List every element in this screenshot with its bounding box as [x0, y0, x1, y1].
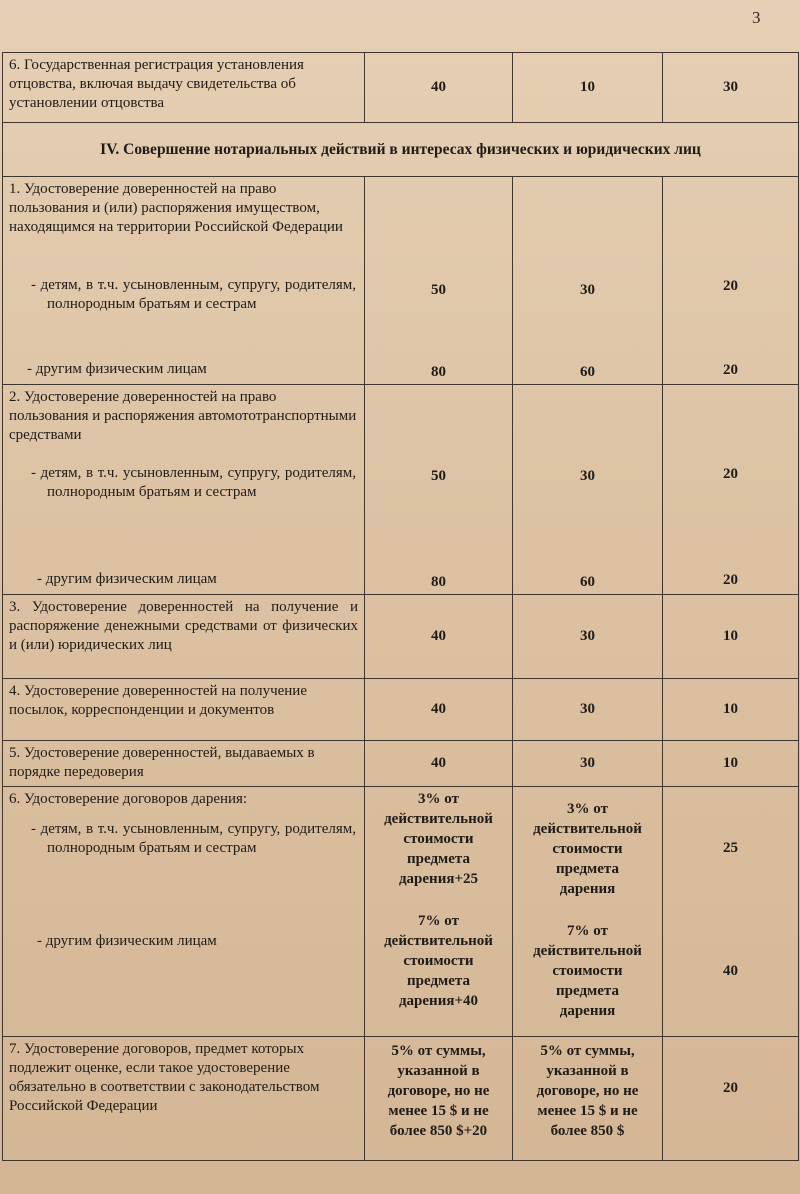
table-row: [3, 787, 799, 1037]
fee-table: [2, 52, 799, 1161]
row-description: [3, 385, 365, 595]
fee-cell: [663, 787, 799, 1037]
fee-cell: [663, 177, 799, 385]
fee-value: 10: [663, 679, 799, 741]
fee-value: 50: [431, 468, 446, 484]
table-row: [3, 741, 799, 787]
section-header-row: [3, 123, 799, 177]
fee-value: 50: [431, 282, 446, 298]
fee-value: 40: [365, 53, 513, 123]
fee-formula: 3% от действительной стоимости предмета дарения: [533, 801, 642, 897]
fee-formula: 3% от действительной стоимости предмета дарения+25: [384, 791, 493, 887]
fee-value: 30: [663, 53, 799, 123]
row-description: [3, 787, 365, 1037]
fee-value: 30: [580, 468, 595, 484]
row-description: [3, 177, 365, 385]
fee-value: 20: [723, 278, 738, 294]
fee-value: 10: [663, 741, 799, 787]
fee-value: 30: [513, 595, 663, 679]
row-description: 4. Удостоверение доверенностей на получение посылок, корреспонденции и документов: [3, 679, 365, 741]
sub-item: - детям, в т.ч. усыновленным, супругу, родителям, полнородным братьям и сестрам: [31, 277, 356, 312]
fee-value: 20: [723, 572, 738, 588]
row-description: 7. Удостоверение договоров, предмет которых подлежит оценке, если такое удостоверение обязательно в соответствии с законодательством Российской Федерации: [3, 1037, 365, 1161]
page-number: 3: [752, 8, 761, 27]
row-description: 3. Удостоверение доверенностей на получение и распоряжение денежными средствами от физических и (или) юридических лиц: [3, 595, 365, 679]
fee-value: 80: [431, 364, 446, 380]
sub-item: - другим физическим лицам: [37, 933, 217, 949]
fee-value: 30: [580, 282, 595, 298]
fee-cell: [663, 385, 799, 595]
fee-cell: [513, 787, 663, 1037]
fee-value: 20: [723, 362, 738, 378]
fee-value: 30: [513, 679, 663, 741]
fee-value: 40: [365, 595, 513, 679]
row-title: 6. Удостоверение договоров дарения:: [9, 791, 248, 807]
fee-value: 40: [365, 741, 513, 787]
fee-value: 30: [513, 741, 663, 787]
fee-value: 40: [365, 679, 513, 741]
fee-value: 20: [723, 466, 738, 482]
sub-item: - другим физическим лицам: [27, 361, 207, 377]
fee-cell: [365, 177, 513, 385]
sub-item: - детям, в т.ч. усыновленным, супругу, родителям, полнородным братьям и сестрам: [31, 465, 356, 500]
fee-formula: 5% от суммы, указанной в договоре, но не менее 15 $ и не более 850 $+20: [365, 1037, 513, 1161]
row-title: 2. Удостоверение доверенностей на право пользования и распоряжения автомототранспортными средствами: [9, 389, 357, 443]
fee-value: 20: [663, 1037, 799, 1161]
table-row: [3, 595, 799, 679]
sub-item: - детям, в т.ч. усыновленным, супругу, родителям, полнородным братьям и сестрам: [31, 821, 356, 856]
row-description: 5. Удостоверение доверенностей, выдаваемых в порядке передоверия: [3, 741, 365, 787]
row-description: 6. Государственная регистрация установления отцовства, включая выдачу свидетельства об установлении отцовства: [3, 53, 365, 123]
fee-value: 40: [723, 963, 738, 979]
sub-item: - другим физическим лицам: [37, 571, 217, 587]
fee-cell: [365, 787, 513, 1037]
fee-value: 10: [513, 53, 663, 123]
fee-formula: 7% от действительной стоимости предмета дарения: [533, 923, 642, 1019]
fee-value: 80: [431, 574, 446, 590]
table-row: [3, 679, 799, 741]
fee-value: 25: [723, 840, 738, 856]
fee-value: 10: [663, 595, 799, 679]
table-row: [3, 53, 799, 123]
fee-formula: 7% от действительной стоимости предмета дарения+40: [384, 913, 493, 1009]
fee-value: 60: [580, 574, 595, 590]
fee-cell: [513, 177, 663, 385]
table-row: [3, 177, 799, 385]
fee-cell: [365, 385, 513, 595]
table-row: [3, 1037, 799, 1161]
row-title: 1. Удостоверение доверенностей на право пользования и (или) распоряжения имуществом, находящимся на территории Российской Федерации: [9, 181, 343, 235]
fee-formula: 5% от суммы, указанной в договоре, но не менее 15 $ и не более 850 $: [513, 1037, 663, 1161]
fee-value: 60: [580, 364, 595, 380]
section-title: IV. Совершение нотариальных действий в интересах физических и юридических лиц: [3, 123, 799, 177]
table-row: [3, 385, 799, 595]
fee-cell: [513, 385, 663, 595]
